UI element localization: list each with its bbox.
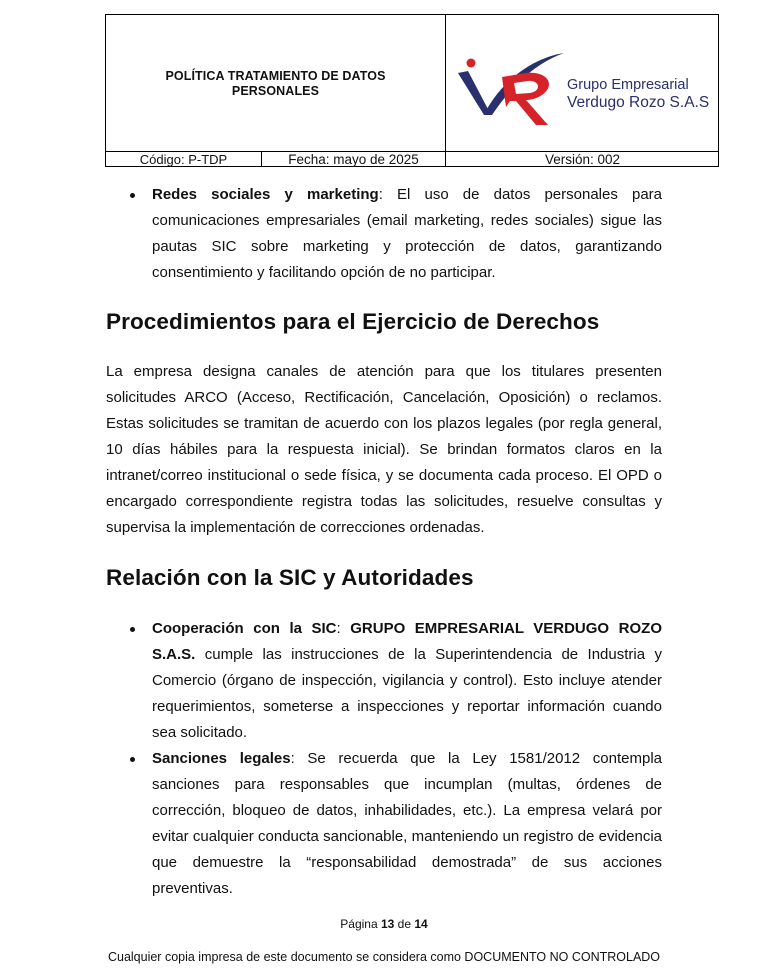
document-title-cell [106, 15, 446, 151]
bullet-text: cumple las instrucciones de la Superintendencia de Industria y Comercio (órgano de inspección, vigilancia y control). Esto incluye atender requerimientos, someterse a inspecciones y reportar información cuando sea solicitado. [152, 646, 662, 741]
bullet-icon [130, 757, 135, 762]
document-date: Fecha: mayo de 2025 [262, 152, 446, 167]
bullet-title: Cooperación con la SIC [152, 620, 337, 637]
document-header [105, 14, 719, 167]
section-sic [106, 564, 662, 592]
bullet-separator: : [336, 620, 351, 637]
list-item [106, 182, 662, 286]
list-item [106, 616, 662, 746]
section-procedures [106, 308, 662, 336]
bullet-icon [130, 193, 135, 198]
company-name: GRUPO EMPRESARIAL VERDUGO ROZO S.A.S. [152, 620, 662, 663]
bullet-title: Redes sociales y marketing [152, 186, 379, 203]
section-heading: Relación con la SIC y Autoridades [106, 565, 474, 590]
header-meta-row [106, 152, 718, 167]
sic-bullet-list [106, 616, 662, 902]
bullet-icon [130, 627, 135, 632]
page-total: 14 [414, 917, 428, 931]
document-code: Código: P-TDP [106, 152, 262, 167]
uncontrolled-copy-note: Cualquier copia impresa de este documento se considera como DOCUMENTO NO CONTROLADO [107, 950, 661, 964]
vr-logo-icon [456, 49, 568, 129]
logo-line-1: Grupo Empresarial [567, 77, 689, 93]
page-label: Página [340, 917, 381, 931]
page-current: 13 [380, 917, 395, 931]
logo-line-2: Verdugo Rozo S.A.S [567, 94, 710, 111]
page-number [0, 917, 768, 931]
company-logo [446, 15, 719, 151]
document-version: Versión: 002 [544, 152, 621, 167]
header-top-row [106, 15, 718, 152]
bullet-text: : El uso de datos personales para comunicaciones empresariales (email marketing, redes sociales) sigue las pautas SIC sobre marketing y protección de datos, garantizando consentimiento y facilitando opción de no participar. [152, 186, 662, 281]
list-item [106, 746, 662, 902]
bullet-text: : Se recuerda que la Ley 1581/2012 contempla sanciones para responsables que incumplan (multas, órdenes de corrección, bloqueo de datos, inhabilidades, etc.). La empresa velará por evitar cualquier conducta sancionable, manteniendo un registro de evidencia que demuestre la “responsabilidad demostrada” de sus acciones preventivas. [152, 750, 662, 897]
page-of: de [394, 917, 415, 931]
logo-text [567, 77, 709, 111]
section-heading: Procedimientos para el Ejercicio de Derechos [106, 309, 600, 334]
document-title: POLÍTICA TRATAMIENTO DE DATOS PERSONALES [165, 69, 386, 98]
section-paragraph: La empresa designa canales de atención para que los titulares presenten solicitudes ARCO (Acceso, Rectificación, Cancelación, Oposición) o reclamos. Estas solicitudes se tramitan de acuerdo con los plazos legales (por regla general, 10 días hábiles para la respuesta inicial). Se brindan formatos claros en la intranet/correo institucional o sede física, y se documenta cada proceso. El OPD o encargado correspondiente registra todas las solicitudes, resuelve consultas y supervisa la implementación de correcciones ordenadas. [106, 363, 662, 536]
top-bullet-list [106, 182, 662, 286]
section-procedures-body [106, 359, 662, 541]
bullet-title: Sanciones legales [152, 750, 291, 767]
